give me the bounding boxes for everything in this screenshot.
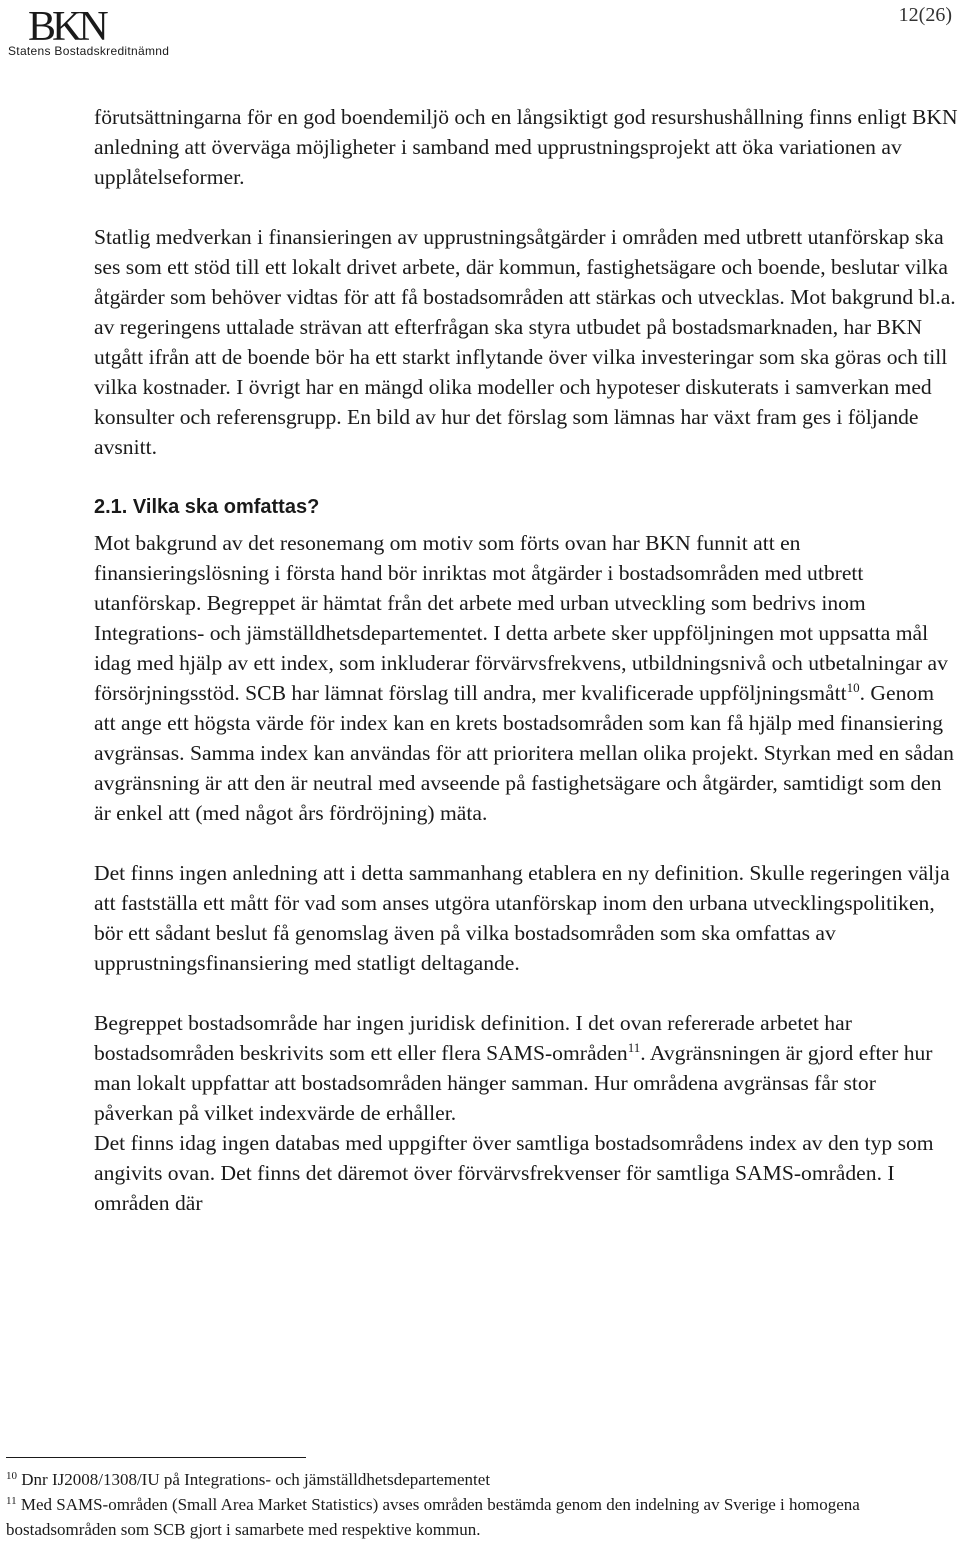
paragraph xyxy=(94,1008,960,1128)
footnote-number: 10 xyxy=(6,1470,17,1482)
paragraph: Det finns ingen anledning att i detta sammanhang etablera en ny definition. Skulle regeringen välja att fastställa ett mått för vad som anses utgöra utanförskap inom den urbana utvecklingspolitiken, bör ett sådant beslut få genomslag även på vilka bostadsområden som ska omfattas av upprustningsfinansiering med statligt deltagande. xyxy=(94,861,950,975)
page-number: 12(26) xyxy=(898,4,952,26)
footnote xyxy=(6,1492,956,1542)
paragraph: Statlig medverkan i finansieringen av upprustningsåtgärder i områden med utbrett utanförskap ska ses som ett stöd till ett lokalt drivet arbete, där kommun, fastighetsägare och boende, beslutar vilka åtgärder som behöver vidtas för att få bostadsområden att stärkas och utvecklas. Mot bakgrund bl.a. av regeringens uttalade strävan att efterfrågan ska styra utbudet på bostadsmarknaden, har BKN utgått ifrån att de boende bör ha ett starkt inflytande över vilka investeringar som ska göras och till vilka kostnader. I övrigt har en mängd olika modeller och hypoteser diskuterats i samverkan med konsulter och referensgrupp. En bild av hur det förslag som lämnas har växt fram ges i följande avsnitt. xyxy=(94,225,956,459)
footnote-text: Med SAMS-områden (Small Area Market Statistics) avses områden bestämda genom den indelning av Sverige i homogena bostadsområden som SCB gjort i samarbete med respektive kommun. xyxy=(6,1495,860,1539)
paragraph: Det finns idag ingen databas med uppgifter över samtliga bostadsområdens index av den typ som angivits ovan. Det finns det däremot över förvärvsfrekvenser för samtliga SAMS-områden. I områden där xyxy=(94,1131,934,1215)
bkn-logo-mark xyxy=(8,2,138,46)
footnote-ref[interactable]: 11 xyxy=(627,1040,641,1055)
paragraph xyxy=(94,528,960,828)
footnote xyxy=(6,1467,956,1492)
footnote-number: 11 xyxy=(6,1495,17,1507)
paragraph-text: Mot bakgrund av det resonemang om motiv som förts ovan har BKN funnit att en finansieringslösning i första hand bör inriktas mot åtgärder i bostadsområden med utbrett utanförskap. Begreppet är hämtat från det arbete med urban utveckling som bedrivs inom Integrations- och jämställdhetsdepartementet. I detta arbete sker uppföljningen mot uppsatta mål idag med hjälp av ett index, som inkluderar förvärvsfrekvens, utbildningsnivå och utbetalningar av försörjningsstöd. SCB har lämnat förslag till andra, mer kvalificerade uppföljningsmått xyxy=(94,531,948,705)
section-heading: 2.1. Vilka ska omfattas? xyxy=(94,496,320,518)
footnote-text: Dnr IJ2008/1308/IU på Integrations- och jämställdhetsdepartementet xyxy=(17,1470,491,1489)
paragraph-text: . Avgränsningen är gjord efter hur man lokalt uppfattar att bostadsområden hänger samman. Hur områdena avgränsas får stor påverkan på vilket indexvärde de erhåller. xyxy=(94,1041,933,1125)
paragraph-text: Begreppet bostadsområde har ingen juridisk definition. I det ovan refererade arbetet har bostadsområden beskrivits som ett eller flera SAMS-områden xyxy=(94,1011,852,1065)
document-body xyxy=(94,102,960,1218)
paragraph-text: . Genom att ange ett högsta värde för index kan en krets bostadsområden som kan få hjälp med finansiering avgränsas. Samma index kan användas för att prioritera mellan olika projekt. Styrkan med en sådan avgränsning är att den är neutral med avseende på fastighetsägare och åtgärder, samtidigt som den är enkel att (med något års fördröjning) mäta. xyxy=(94,681,954,825)
footnote-ref[interactable]: 10 xyxy=(846,680,860,695)
footnote-divider xyxy=(6,1457,306,1458)
bkn-logo xyxy=(8,2,178,58)
paragraph: förutsättningarna för en god boendemiljö och en långsiktigt god resurshushållning finns enligt BKN anledning att överväga möjligheter i samband med upprustningsprojekt att öka variationen av upplåtelseformer. xyxy=(94,105,958,189)
logo-letters: BKN xyxy=(28,4,105,46)
logo-organization-name: Statens Bostadskreditnämnd xyxy=(8,44,170,58)
footnotes xyxy=(6,1467,956,1542)
